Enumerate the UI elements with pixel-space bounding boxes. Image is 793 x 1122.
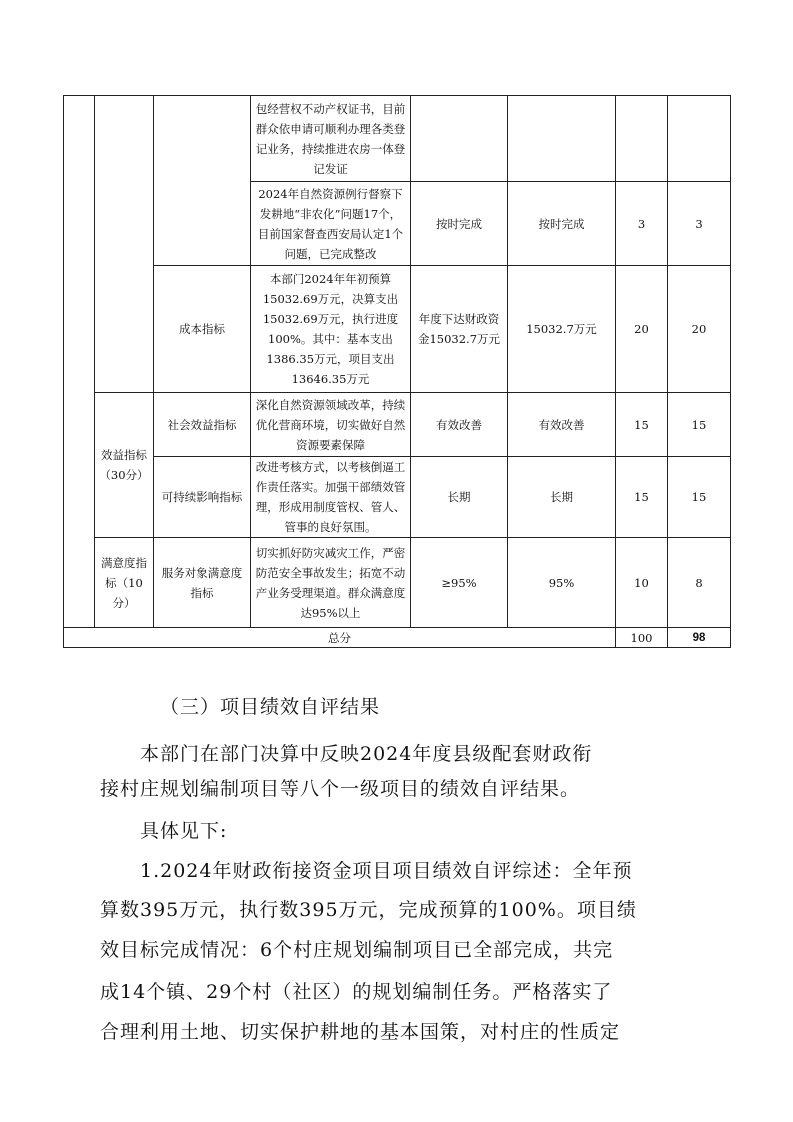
actual-value: 有效改善 xyxy=(508,393,616,457)
actual-value xyxy=(508,96,616,182)
weight xyxy=(616,96,668,182)
indicator-desc: 切实抓好防灾减灾工作，严密防范安全事故发生；拓宽不动产业务受理渠道。群众满意度达95%以上 xyxy=(251,538,411,628)
table-row xyxy=(64,393,731,457)
target-value: 按时完成 xyxy=(411,182,508,266)
actual-value: 按时完成 xyxy=(508,182,616,266)
weight: 3 xyxy=(616,182,668,266)
weight: 15 xyxy=(616,393,668,457)
outer-category-cell xyxy=(64,96,95,628)
score: 15 xyxy=(668,393,731,457)
table-row xyxy=(64,96,731,182)
actual-value: 15032.7万元 xyxy=(508,266,616,393)
target-value: 有效改善 xyxy=(411,393,508,457)
subcategory-cell xyxy=(154,96,251,266)
paragraph-line: 1.2024年财政衔接资金项目项目绩效自评综述：全年预 xyxy=(140,860,633,882)
category-cell: 效益指标（30分） xyxy=(95,393,154,538)
total-row xyxy=(64,628,731,648)
total-label: 总分 xyxy=(64,628,616,648)
score: 20 xyxy=(668,266,731,393)
paragraph-line: 效目标完成情况：6个村庄规划编制项目已全部完成，共完 xyxy=(100,939,614,961)
paragraph-line: 成14个镇、29个村（社区）的规划编制任务。严格落实了 xyxy=(100,981,613,1003)
subcategory-cell: 社会效益指标 xyxy=(154,393,251,457)
category-cell: 满意度指标（10分） xyxy=(95,538,154,628)
performance-table xyxy=(63,95,731,648)
subcategory-cell: 服务对象满意度指标 xyxy=(154,538,251,628)
actual-value: 95% xyxy=(508,538,616,628)
target-value xyxy=(411,96,508,182)
indicator-desc: 本部门2024年年初预算15032.69万元，决算支出15032.69万元，执行进度100%。其中：基本支出1386.35万元，项目支出13646.35万元 xyxy=(251,266,411,393)
weight: 15 xyxy=(616,457,668,538)
weight: 10 xyxy=(616,538,668,628)
paragraph-line: 接村庄规划编制项目等八个一级项目的绩效自评结果。 xyxy=(100,778,581,800)
target-value: 长期 xyxy=(411,457,508,538)
score: 8 xyxy=(668,538,731,628)
score: 3 xyxy=(668,182,731,266)
section-heading: （三）项目绩效自评结果 xyxy=(160,696,381,718)
category-cell xyxy=(95,96,154,393)
indicator-desc: 深化自然资源领域改革，持续优化营商环境，切实做好自然资源要素保障 xyxy=(251,393,411,457)
table-row xyxy=(64,457,731,538)
score xyxy=(668,96,731,182)
table-row xyxy=(64,266,731,393)
indicator-desc: 2024年自然资源例行督察下发耕地“非农化”问题17个，目前国家督查西安局认定1个问题，已完成整改 xyxy=(251,182,411,266)
indicator-desc: 包经营权不动产权证书，目前群众依申请可顺利办理各类登记业务，持续推进农房一体登记发证 xyxy=(251,96,411,182)
paragraph-line: 具体见下: xyxy=(140,820,228,842)
score: 15 xyxy=(668,457,731,538)
table-row xyxy=(64,538,731,628)
target-value: ≥95% xyxy=(411,538,508,628)
paragraph-line: 本部门在部门决算中反映2024年度县级配套财政衔 xyxy=(140,743,593,765)
target-value: 年度下达财政资金15032.7万元 xyxy=(411,266,508,393)
paragraph-line: 合理利用土地、切实保护耕地的基本国策，对村庄的性质定 xyxy=(100,1021,621,1043)
total-score: 98 xyxy=(668,628,731,648)
weight: 20 xyxy=(616,266,668,393)
subcategory-cell: 可持续影响指标 xyxy=(154,457,251,538)
actual-value: 长期 xyxy=(508,457,616,538)
subcategory-cell: 成本指标 xyxy=(154,266,251,393)
indicator-desc: 改进考核方式，以考核倒逼工作责任落实。加强干部绩效管理，形成用制度管权、管人、管事的良好氛围。 xyxy=(251,457,411,538)
total-weight: 100 xyxy=(616,628,668,648)
paragraph-line: 算数395万元，执行数395万元，完成预算的100%。项目绩 xyxy=(100,899,637,921)
